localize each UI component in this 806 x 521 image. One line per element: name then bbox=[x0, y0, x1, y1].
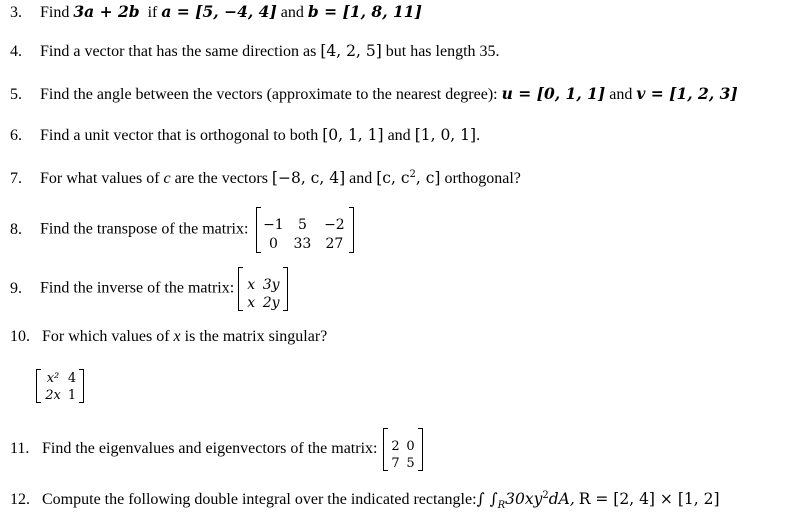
vector-2 bbox=[376, 169, 440, 187]
bracket-right bbox=[283, 267, 288, 311]
question-10-matrix bbox=[36, 368, 84, 404]
vector-v: v = [1, 2, 3] bbox=[636, 84, 738, 103]
integrand: 30xy bbox=[505, 490, 543, 508]
question-text: Compute the following double integral over the indicated rectangle: bbox=[42, 491, 477, 508]
question-number: 12. bbox=[10, 491, 30, 508]
matrix bbox=[238, 266, 288, 312]
region-subscript: R bbox=[497, 500, 506, 511]
question-text: Find a vector that has the same direction as bbox=[40, 43, 317, 60]
question-number: 7. bbox=[10, 170, 22, 187]
period: . bbox=[476, 127, 481, 144]
matrix-cell: 3y bbox=[262, 277, 280, 293]
question-text: Find the angle between the vectors (approximate to the nearest degree): bbox=[40, 86, 498, 103]
question-12 bbox=[10, 489, 720, 510]
matrix-cell: 5 bbox=[406, 456, 415, 471]
vector-a: a = [5, −4, 4] bbox=[161, 2, 277, 21]
question-text: Find the inverse of the matrix: bbox=[40, 279, 235, 297]
and-word: and bbox=[609, 86, 633, 103]
question-text: Find a unit vector that is orthogonal to both bbox=[40, 127, 319, 144]
bracket-right bbox=[79, 369, 84, 403]
matrix-cell: 0 bbox=[406, 439, 415, 454]
question-text: For which values of bbox=[42, 328, 170, 345]
vector-b: b = [1, 8, 11] bbox=[307, 2, 422, 21]
matrix-cell: −2 bbox=[324, 217, 345, 233]
region: R = [2, 4] × [1, 2] bbox=[578, 490, 720, 508]
exponent: 2 bbox=[409, 169, 416, 180]
bracket-left bbox=[256, 207, 261, 253]
vector-u: u = [0, 1, 1] bbox=[501, 84, 606, 103]
question-number: 4. bbox=[10, 43, 22, 60]
bracket-right bbox=[349, 207, 354, 253]
question-number: 6. bbox=[10, 127, 22, 144]
question-number: 8. bbox=[10, 220, 22, 238]
matrix-cell: 5 bbox=[297, 217, 307, 233]
matrix-cell: 2y bbox=[262, 295, 280, 311]
bracket-left bbox=[383, 428, 388, 471]
expression: 3a + 2b bbox=[73, 2, 140, 21]
and-word: and bbox=[280, 4, 304, 21]
question-6 bbox=[10, 125, 480, 146]
matrix-cell: x bbox=[247, 277, 256, 293]
matrix-cell: x bbox=[247, 295, 256, 311]
matrix bbox=[36, 368, 84, 404]
and-word: and bbox=[387, 127, 411, 144]
variable-x: x bbox=[173, 328, 181, 345]
matrix-cell: −1 bbox=[263, 217, 284, 233]
question-text-end: orthogonal? bbox=[444, 170, 521, 187]
bracket-left bbox=[238, 267, 243, 311]
and-word: and bbox=[349, 170, 373, 187]
question-3 bbox=[10, 2, 422, 23]
question-text-mid: are the vectors bbox=[174, 170, 268, 187]
matrix bbox=[383, 427, 423, 472]
bracket-left bbox=[36, 369, 41, 403]
matrix-cell: 4 bbox=[67, 371, 77, 386]
matrix-cell: 2x bbox=[45, 388, 61, 403]
question-7 bbox=[10, 168, 521, 189]
question-9 bbox=[10, 266, 288, 312]
integrand-exponent: 2 bbox=[542, 490, 549, 501]
question-number: 10. bbox=[10, 328, 30, 345]
matrix-cell: 2 bbox=[391, 439, 400, 454]
matrix-cell: x² bbox=[46, 371, 60, 386]
question-10 bbox=[10, 327, 327, 347]
question-number: 3. bbox=[10, 4, 22, 21]
if-word: if bbox=[147, 4, 158, 21]
vector: [4, 2, 5] bbox=[320, 42, 382, 60]
question-8 bbox=[10, 206, 354, 254]
vector-2-end: , c] bbox=[415, 169, 441, 187]
question-text-end: is the matrix singular? bbox=[184, 328, 328, 345]
bracket-right bbox=[418, 428, 423, 471]
vector-2-start: [c, c bbox=[376, 169, 410, 187]
question-text-end: but has length 35. bbox=[385, 43, 500, 60]
question-4 bbox=[10, 41, 500, 62]
double-integral bbox=[476, 490, 575, 511]
matrix-cell: 1 bbox=[67, 388, 77, 403]
differential: dA, bbox=[548, 490, 575, 508]
matrix bbox=[256, 206, 354, 254]
question-11 bbox=[10, 427, 423, 472]
question-text: Find bbox=[40, 4, 70, 21]
matrix-cell: 33 bbox=[293, 236, 312, 252]
question-number: 5. bbox=[10, 86, 22, 103]
question-number: 9. bbox=[10, 279, 22, 297]
matrix-cell: 27 bbox=[325, 236, 344, 252]
question-text: Find the transpose of the matrix: bbox=[40, 220, 249, 238]
question-5 bbox=[10, 84, 738, 105]
question-number: 11. bbox=[10, 440, 30, 458]
vector-1: [0, 1, 1] bbox=[322, 126, 384, 144]
matrix-cell: 7 bbox=[391, 456, 400, 471]
question-text: Find the eigenvalues and eigenvectors of the matrix: bbox=[42, 440, 378, 458]
integral-sign: ∫ ∫ bbox=[476, 490, 498, 508]
variable-c: c bbox=[163, 170, 171, 187]
vector-2: [1, 0, 1] bbox=[414, 126, 477, 144]
question-text: For what values of bbox=[40, 170, 160, 187]
vector-1: [−8, c, 4] bbox=[271, 169, 346, 187]
matrix-cell: 0 bbox=[268, 236, 278, 252]
